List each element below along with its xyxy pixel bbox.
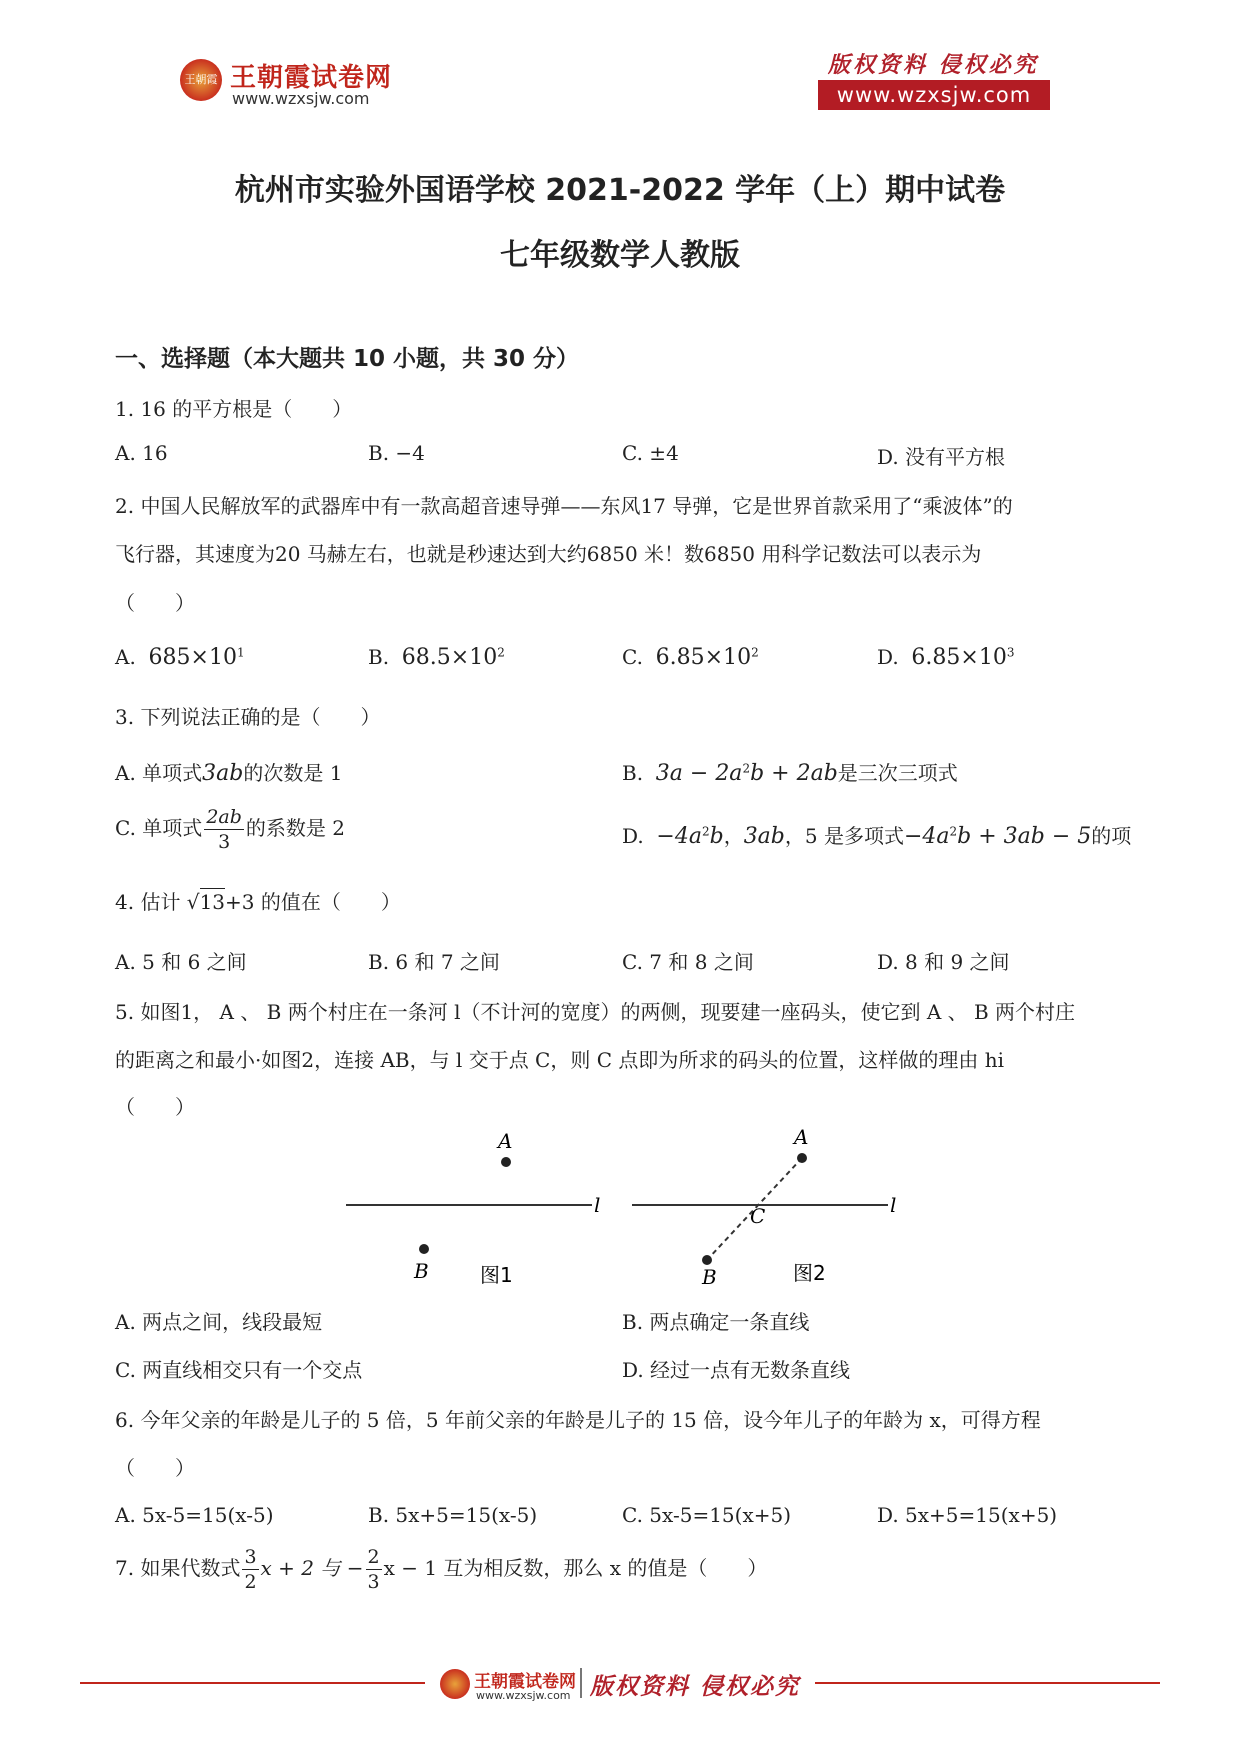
fig1-label-l: l — [594, 1193, 601, 1217]
q6-option-d: D. 5x+5=15(x+5) — [877, 1503, 1058, 1527]
fig2-label-c: C — [750, 1204, 766, 1228]
q1-option-a: A. 16 — [115, 441, 168, 465]
footer-rule-left — [80, 1682, 425, 1684]
fig2-label-a: A — [794, 1125, 809, 1149]
question-2-line2: 飞行器，其速度为20 马赫左右，也就是秒速达到大约6850 米！数6850 用科学记数法可以表示为 — [115, 542, 982, 566]
fig1-caption: 图1 — [480, 1263, 513, 1287]
q3-option-b: B. $3a - 2a^2b + 2ab$是三次三项式 — [622, 761, 958, 786]
q5-option-a: A. 两点之间，线段最短 — [115, 1310, 323, 1334]
q6-option-a: A. 5x-5=15(x-5) — [115, 1503, 274, 1527]
q6-option-c: C. 5x-5=15(x+5) — [622, 1503, 792, 1527]
copyright-notice: 版权资料 侵权必究 — [828, 52, 1039, 78]
question-7-stem: 7. 如果代数式 $\frac{3}{2}$ x + 2 与 − $\frac{2}{3}$ x − 1 互为相反数，那么 x 的值是（ ） — [115, 1546, 768, 1593]
page-title: 杭州市实验外国语学校 2021-2022 学年（上）期中试卷 — [234, 173, 1006, 208]
fig2-point-b — [702, 1255, 712, 1265]
page-subtitle: 七年级数学人教版 — [500, 238, 740, 273]
q3-option-c: C. 单项式 $\frac{2ab}{3}$ 的系数是 2 — [115, 806, 345, 853]
question-5-line1: 5. 如图1， A 、 B 两个村庄在一条河 l（不计河的宽度）的两侧，现要建一座码头，使它到 A 、 B 两个村庄 — [115, 1000, 1076, 1024]
copyright-url: www.wzxsjw.com — [818, 80, 1050, 110]
question-5-line2: 的距离之和最小·如图2，连接 AB，与 l 交于点 C，则 C 点即为所求的码头的位置，这样做的理由 hi — [115, 1048, 1005, 1072]
q4-option-b: B. 6 和 7 之间 — [368, 950, 500, 974]
fig2-point-a — [797, 1153, 807, 1163]
footer-logo: 王朝霞试卷网 www.wzxsjw.com — [440, 1665, 580, 1705]
logo-name: 王朝霞试卷网 — [230, 63, 393, 93]
question-5-paren: （ ） — [115, 1095, 195, 1119]
q2-option-b: B. $68.5\times 10^2$ — [368, 645, 505, 670]
question-4-stem: 4. 估计 √13+3 的值在（ ） — [115, 890, 401, 914]
question-2-line1: 2. 中国人民解放军的武器库中有一款高超音速导弹——东风17 导弹，它是世界首款采用了“乘波体”的 — [115, 494, 1013, 518]
fig2-label-l: l — [890, 1193, 897, 1217]
question-2-paren: （ ） — [115, 591, 195, 615]
logo-badge-icon: 王朝霞 — [180, 59, 222, 101]
site-logo — [180, 55, 410, 110]
question-5-figures — [330, 1120, 910, 1290]
section-heading: 一、选择题（本大题共 10 小题，共 30 分） — [115, 346, 580, 372]
question-1-stem: 1. 16 的平方根是（ ） — [115, 397, 353, 421]
footer-separator — [580, 1668, 582, 1698]
q2-option-d: D. $6.85\times 10^3$ — [877, 645, 1015, 670]
q5-option-d: D. 经过一点有无数条直线 — [622, 1358, 851, 1382]
q5-option-b: B. 两点确定一条直线 — [622, 1310, 810, 1334]
q1-option-d: D. 没有平方根 — [877, 445, 1006, 469]
q4-option-a: A. 5 和 6 之间 — [115, 950, 247, 974]
question-6-paren: （ ） — [115, 1456, 195, 1480]
fig2-caption: 图2 — [793, 1261, 826, 1285]
q3-option-a: A. 单项式3ab的次数是 1 — [115, 761, 343, 786]
footer-rule-right — [815, 1682, 1160, 1684]
q6-option-b: B. 5x+5=15(x-5) — [368, 1503, 538, 1527]
fig1-label-a: A — [498, 1129, 513, 1153]
fig1-label-b: B — [414, 1259, 429, 1283]
q4-option-d: D. 8 和 9 之间 — [877, 950, 1010, 974]
logo-url: www.wzxsjw.com — [232, 89, 370, 108]
q2-option-a: A. $685\times 10^1$ — [115, 645, 245, 670]
question-6-line1: 6. 今年父亲的年龄是儿子的 5 倍，5 年前父亲的年龄是儿子的 15 倍，设今年儿子的年龄为 x，可得方程 — [115, 1408, 1041, 1432]
fig1-point-b — [419, 1244, 429, 1254]
q5-option-c: C. 两直线相交只有一个交点 — [115, 1358, 363, 1382]
q3-option-d: D. $-4a^2b$，3ab，5 是多项式$-4a^2b + 3ab - 5$的项 — [622, 824, 1132, 849]
fig2-label-b: B — [702, 1265, 717, 1289]
fig1-point-a — [501, 1157, 511, 1167]
footer-copyright: 版权资料 侵权必究 — [590, 1673, 801, 1700]
footer-logo-badge-icon — [440, 1669, 470, 1699]
question-3-stem: 3. 下列说法正确的是（ ） — [115, 705, 381, 729]
q2-option-c: C. $6.85\times 10^2$ — [622, 645, 759, 670]
sqrt-radicand: 13 — [199, 890, 226, 914]
q1-option-c: C. ±4 — [622, 441, 679, 465]
q4-option-c: C. 7 和 8 之间 — [622, 950, 754, 974]
q1-option-b: B. −4 — [368, 441, 425, 465]
